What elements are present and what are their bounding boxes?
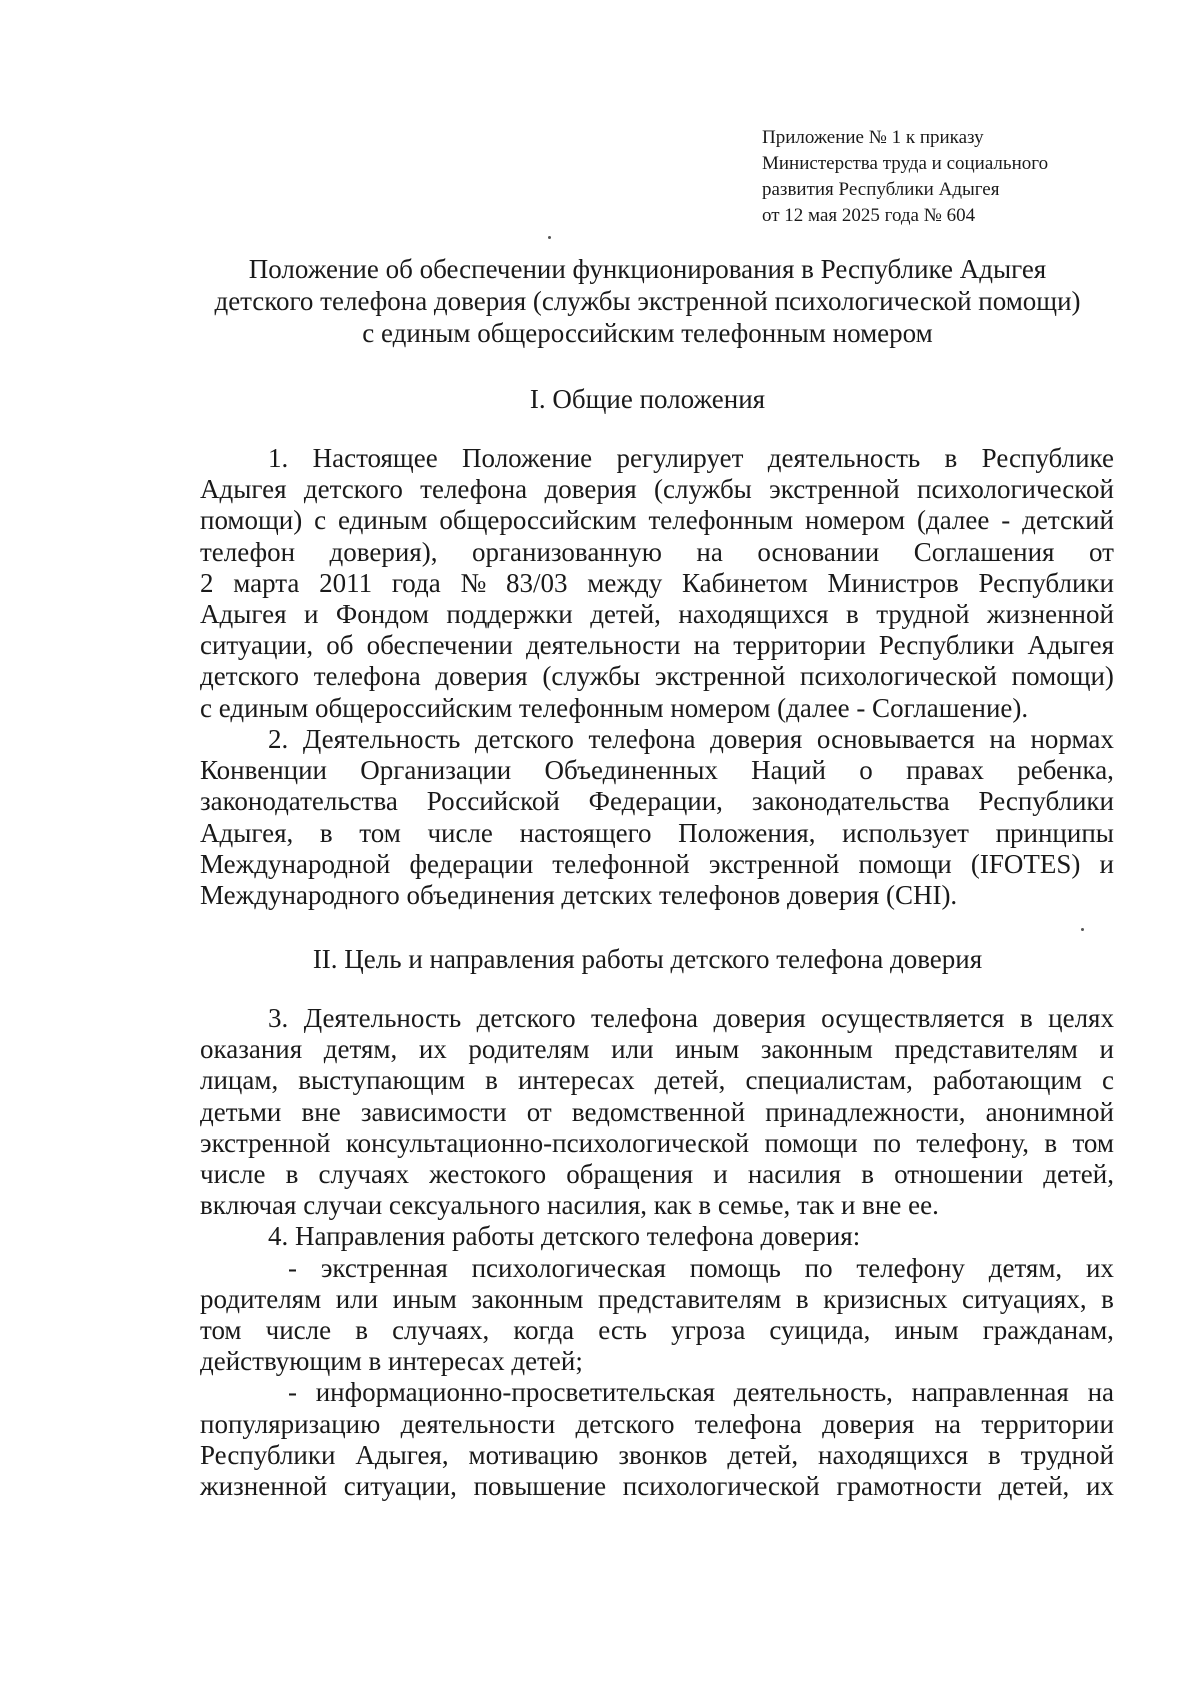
word: работающим <box>932 1065 1082 1096</box>
word: и <box>1099 1034 1114 1065</box>
word: звонков <box>618 1439 708 1470</box>
word: числе <box>265 1315 332 1346</box>
paragraph-line <box>200 474 1114 505</box>
word: нормах <box>1030 724 1114 754</box>
word: их <box>418 1034 447 1065</box>
word: консультационно-психологической <box>345 1127 750 1158</box>
word: в <box>319 817 333 848</box>
word: Кабинетом <box>682 567 808 598</box>
word: года <box>391 567 441 598</box>
word: лицам, <box>200 1065 279 1096</box>
word: деятельность, <box>733 1377 893 1408</box>
paragraph-line: Международного объединения детских телефонов доверия (CHI). <box>200 880 958 911</box>
word: на <box>934 1408 962 1439</box>
word: Конвенции <box>200 755 327 786</box>
section-2-heading: II. Цель и направления работы детского телефона доверия <box>312 944 983 974</box>
word: законодательства <box>200 786 398 817</box>
word: кризисных <box>823 1283 948 1314</box>
word: оказания <box>200 1034 303 1065</box>
paragraph-line <box>200 1128 1114 1159</box>
word: помощи <box>858 848 952 879</box>
word: 83/03 <box>506 567 568 598</box>
word: использует <box>842 817 969 848</box>
word: когда <box>513 1315 575 1346</box>
word: Федерации, <box>588 786 723 817</box>
word: - <box>288 1377 297 1408</box>
word: Республики <box>200 1439 336 1470</box>
word: принадлежности, <box>765 1096 966 1127</box>
word: 1. <box>268 443 289 473</box>
word: случаях <box>318 1159 409 1190</box>
word: Адыгея <box>200 599 287 630</box>
word: Министров <box>827 567 959 598</box>
word: детей, <box>590 599 661 630</box>
word: 2 <box>200 567 214 598</box>
word: доверия), <box>329 536 438 567</box>
word: Республике <box>981 443 1114 473</box>
word: территории <box>733 630 866 661</box>
word: том <box>200 1315 242 1346</box>
word: Российской <box>426 786 560 817</box>
word: 3. <box>268 1003 289 1033</box>
word: Организации <box>360 755 512 786</box>
paragraph-2 <box>200 724 1114 911</box>
word: трудной <box>1020 1439 1114 1470</box>
word: жестокого <box>429 1159 547 1190</box>
word: Республики <box>878 630 1015 661</box>
word: повышение <box>473 1471 607 1502</box>
list-item-line <box>200 1471 1114 1502</box>
word: в <box>1019 1003 1033 1033</box>
word: детей, <box>998 1471 1070 1502</box>
word: экстренной <box>654 661 786 692</box>
word: в <box>944 443 958 473</box>
word: с <box>1102 1065 1114 1096</box>
word: марта <box>233 567 300 598</box>
word: числе <box>200 1159 266 1190</box>
word: том <box>1072 1127 1114 1158</box>
word: детям, <box>988 1252 1063 1283</box>
paragraph-line <box>200 1097 1114 1128</box>
word: об <box>326 630 354 661</box>
word: номером <box>805 505 906 536</box>
word: телефона <box>588 724 696 754</box>
word: о <box>859 755 873 786</box>
word: поддержки <box>446 599 573 630</box>
word: и <box>713 1159 728 1190</box>
word: Адыгея <box>200 474 287 505</box>
word: их <box>1085 1252 1114 1283</box>
word: Наций <box>751 755 826 786</box>
word: с <box>314 505 327 536</box>
word: 2011 <box>319 567 373 598</box>
word: грамотности <box>836 1471 982 1502</box>
word: в <box>861 1159 874 1190</box>
word: (службы <box>542 661 641 692</box>
word: (IFOTES) <box>970 848 1081 879</box>
word: родителям <box>468 1034 590 1065</box>
word: детского <box>476 1003 576 1033</box>
list-item-line <box>200 1284 1114 1315</box>
paragraph-line <box>200 755 1114 786</box>
word: родителям <box>200 1283 322 1314</box>
word: ситуации, <box>200 630 314 661</box>
paragraph-line <box>200 443 1114 474</box>
list-item-line <box>200 1409 1114 1440</box>
word: деятельности <box>525 630 681 661</box>
word: основании <box>757 536 880 567</box>
word: иным <box>392 1283 457 1314</box>
word: доверия <box>435 661 528 692</box>
word: ситуациях, <box>962 1283 1087 1314</box>
paragraph-line <box>200 1159 1114 1190</box>
word: популяризацию <box>200 1408 381 1439</box>
word: законным <box>760 1034 873 1065</box>
word: анонимной <box>985 1096 1114 1127</box>
list-item-line <box>200 1440 1114 1471</box>
word: вне <box>301 1096 341 1127</box>
word: насилия <box>747 1159 842 1190</box>
paragraph-line <box>200 568 1114 599</box>
word: общероссийским <box>439 505 637 536</box>
word: находящихся <box>818 1439 969 1470</box>
word: угроза <box>671 1315 746 1346</box>
word: от <box>1089 536 1114 567</box>
word: доверия <box>544 474 637 505</box>
word: единым <box>338 505 428 536</box>
word: детского <box>575 1408 675 1439</box>
word: Объединенных <box>544 755 718 786</box>
word: телефону <box>856 1252 965 1283</box>
paragraph-1 <box>200 443 1114 724</box>
title-line-2: детского телефона доверия (службы экстренной психологической помощи) <box>214 286 1081 316</box>
word: принципы <box>995 817 1114 848</box>
word: Фондом <box>335 599 429 630</box>
list-item-line: действующим в интересах детей; <box>200 1346 583 1377</box>
word: Соглашения <box>913 536 1055 567</box>
word: между <box>587 567 663 598</box>
word: № <box>460 567 487 598</box>
word: Международной <box>200 848 391 879</box>
annex-line-2: Министерства труда и социального <box>762 153 1049 174</box>
paragraph-line: включая случаи сексуального насилия, как в семье, так и вне ее. <box>200 1190 939 1221</box>
title-line-3: с единым общероссийским телефонным номером <box>362 318 933 348</box>
word: федерации <box>409 848 534 879</box>
word: экстренной <box>708 848 840 879</box>
word: основывается <box>816 724 975 754</box>
word: и <box>1099 848 1114 879</box>
word: случаях, <box>392 1315 490 1346</box>
word: деятельности <box>400 1408 556 1439</box>
word: детей, <box>1043 1159 1114 1190</box>
list-item-line <box>200 1377 1114 1408</box>
word: помощь <box>689 1252 781 1283</box>
paragraph-line <box>200 661 1114 692</box>
word: (службы <box>654 474 752 505</box>
word: на <box>696 536 723 567</box>
word: помощи) <box>1011 661 1114 692</box>
word: телефона <box>591 1003 699 1033</box>
word: помощи <box>764 1127 858 1158</box>
word: по <box>804 1252 833 1283</box>
word: Адыгея, <box>355 1439 449 1470</box>
word: помощи) <box>200 505 303 536</box>
section-1-heading: I. Общие положения <box>529 384 766 414</box>
word: Республики <box>978 567 1114 598</box>
word: есть <box>598 1315 647 1346</box>
word: детям, <box>323 1034 398 1065</box>
paragraph-line <box>200 818 1114 849</box>
title-line-1: Положение об обеспечении функционирования в Республике Адыгея <box>248 254 1047 284</box>
paragraph-line <box>200 724 1114 755</box>
word: Положения, <box>678 817 816 848</box>
paragraph-line <box>200 1034 1114 1065</box>
word: обеспечении <box>366 630 513 661</box>
word: доверия <box>822 1408 915 1439</box>
word: телефон <box>200 536 296 567</box>
word: детского <box>303 474 403 505</box>
word: детского <box>474 724 574 754</box>
word: детей, <box>654 1065 726 1096</box>
paragraph-line <box>200 599 1114 630</box>
word: или <box>335 1283 379 1314</box>
word: телефонной <box>552 848 690 879</box>
word: зависимости <box>360 1096 507 1127</box>
word: мотивацию <box>468 1439 599 1470</box>
word: трудной <box>876 599 970 630</box>
word: телефона <box>420 474 528 505</box>
word: доверия <box>710 724 803 754</box>
word: Адыгея, <box>200 817 294 848</box>
word: - <box>1001 505 1011 536</box>
word: направленная <box>911 1377 1069 1408</box>
word: осуществляется <box>821 1003 1005 1033</box>
word: специалистам, <box>745 1065 913 1096</box>
word: регулирует <box>616 443 744 473</box>
paragraph-line <box>200 1003 1114 1034</box>
paragraph-4-intro: 4. Направления работы детского телефона доверия: <box>268 1221 861 1252</box>
word: гражданам, <box>982 1315 1114 1346</box>
word: законным <box>471 1283 584 1314</box>
annex-line-4: от 12 мая 2025 года № 604 <box>762 205 976 226</box>
word: на <box>989 724 1016 754</box>
word: психологической <box>800 661 997 692</box>
word: представителям <box>597 1283 782 1314</box>
word: деятельность <box>767 443 921 473</box>
paragraph-3 <box>200 1003 1114 1502</box>
word: от <box>526 1096 552 1127</box>
word: детьми <box>200 1096 282 1127</box>
word: ведомственной <box>571 1096 746 1127</box>
word: в <box>355 1315 368 1346</box>
word: числе <box>427 817 493 848</box>
word: психологической <box>622 1471 820 1502</box>
word: в <box>1101 1283 1114 1314</box>
word: и <box>303 599 319 630</box>
word: в <box>846 599 859 630</box>
word: по <box>873 1127 902 1158</box>
word: законодательства <box>751 786 950 817</box>
word: экстренной <box>769 474 900 505</box>
word: в <box>485 1065 498 1096</box>
word: Положение <box>462 443 593 473</box>
paragraph-line <box>200 786 1114 817</box>
paragraph-line <box>200 1065 1114 1096</box>
word: настоящего <box>519 817 652 848</box>
word: правах <box>906 755 984 786</box>
word: интересах <box>517 1065 635 1096</box>
word: Адыгея <box>1027 630 1114 661</box>
paragraph-line <box>200 537 1114 568</box>
word: информационно-просветительская <box>315 1377 715 1408</box>
word: ребенка, <box>1017 755 1114 786</box>
word: территории <box>981 1408 1114 1439</box>
word: организованную <box>471 536 662 567</box>
word: детей, <box>727 1439 799 1470</box>
word: доверия <box>713 1003 806 1033</box>
word: телефона <box>694 1408 802 1439</box>
word: жизненной <box>200 1471 328 1502</box>
annex-reference <box>762 125 1048 229</box>
scan-speck <box>1081 928 1084 931</box>
word: иным <box>675 1034 740 1065</box>
word: телефона <box>313 661 421 692</box>
paragraph-line <box>200 630 1114 661</box>
word: иным <box>894 1315 959 1346</box>
list-item-line <box>200 1315 1114 1346</box>
word: ситуации, <box>343 1471 457 1502</box>
paragraph-line <box>200 505 1114 536</box>
word: детского <box>200 661 299 692</box>
scan-speck <box>548 236 551 239</box>
word: - <box>288 1252 297 1283</box>
word: экстренной <box>200 1127 331 1158</box>
word: (далее <box>916 505 990 536</box>
word: 2. <box>268 724 289 754</box>
list-item-line <box>200 1253 1114 1284</box>
annex-line-1: Приложение № 1 к приказу <box>762 127 984 148</box>
word: психологическая <box>471 1252 666 1283</box>
word: на <box>693 630 721 661</box>
word: психологической <box>917 474 1114 505</box>
word: на <box>1087 1377 1114 1408</box>
word: Настоящее <box>312 443 438 473</box>
word: в <box>285 1159 299 1190</box>
word: в <box>988 1439 1001 1470</box>
word: Деятельность <box>302 724 461 754</box>
word: или <box>611 1034 654 1065</box>
word: том <box>359 817 401 848</box>
word: обращения <box>566 1159 694 1190</box>
word: представителям <box>894 1034 1078 1065</box>
word: целях <box>1048 1003 1114 1033</box>
document-title <box>180 253 1115 349</box>
word: телефонным <box>648 505 794 536</box>
word: Республики <box>978 786 1114 817</box>
word: в <box>795 1283 809 1314</box>
paragraph-line: с единым общероссийским телефонным номером (далее - Соглашение). <box>200 692 1029 723</box>
word: жизненной <box>986 599 1114 630</box>
word: находящихся <box>678 599 829 630</box>
word: отношении <box>894 1159 1024 1190</box>
word: Деятельность <box>303 1003 462 1033</box>
word: в <box>1044 1127 1058 1158</box>
word: экстренная <box>320 1252 448 1283</box>
annex-line-3: развития Республики Адыгея <box>762 179 1000 200</box>
word: детский <box>1022 505 1114 536</box>
word: их <box>1085 1471 1114 1502</box>
word: суицида, <box>769 1315 871 1346</box>
word: выступающим <box>298 1065 466 1096</box>
paragraph-line <box>200 849 1114 880</box>
word: телефону, <box>916 1127 1029 1158</box>
